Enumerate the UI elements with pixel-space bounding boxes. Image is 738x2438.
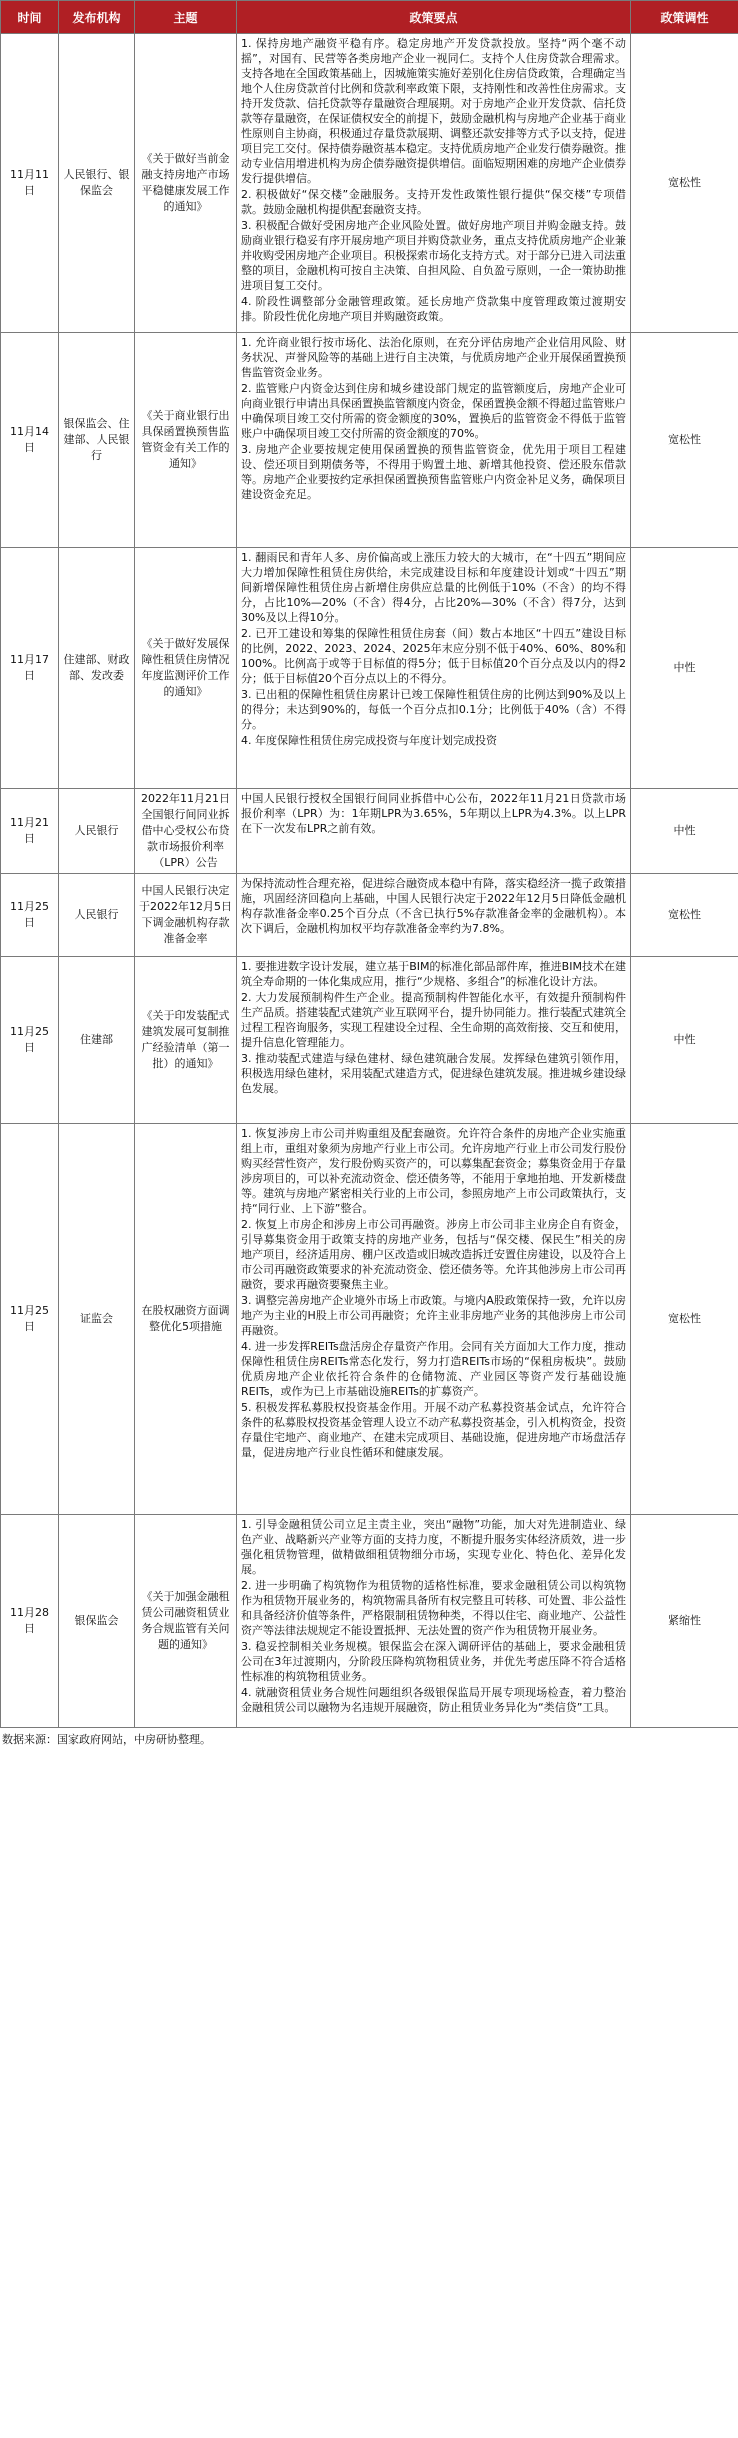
row-policy-points xyxy=(237,333,631,548)
row-org: 银保监会 xyxy=(59,1515,135,1728)
table-row xyxy=(1,789,738,874)
policy-point: 1. 引导金融租赁公司立足主责主业，突出“融物”功能，加大对先进制造业、绿色产业、战略新兴产业等方面的支持力度，不断提升服务实体经济质效，进一步强化租赁物管理，做精做细租赁物细分市场，实现专业化、特色化、差异化发展。 xyxy=(241,1518,626,1576)
table-row xyxy=(1,1124,738,1515)
row-tone: 中性 xyxy=(631,957,738,1124)
row-date: 11月28日 xyxy=(1,1515,59,1728)
row-policy-points xyxy=(237,789,631,874)
table-row xyxy=(1,874,738,957)
table-row xyxy=(1,333,738,548)
row-policy-points xyxy=(237,1124,631,1515)
policy-point: 3. 稳妥控制相关业务规模。银保监会在深入调研评估的基础上，要求金融租赁公司在3年过渡期内，分阶段压降构筑物租赁业务，并优先考虑压降不符合适格性标准的构筑物租赁业务。 xyxy=(241,1640,626,1683)
row-date: 11月25日 xyxy=(1,957,59,1124)
row-tone: 紧缩性 xyxy=(631,1515,738,1728)
row-org: 人民银行 xyxy=(59,874,135,957)
policy-point: 4. 进一步发挥REITs盘活房企存量资产作用。会同有关方面加大工作力度，推动保障性租赁住房REITs常态化发行，努力打造REITs市场的“保租房板块”。鼓励优质房地产企业依托符合条件的仓储物流、产业园区等资产发行基础设施REITs，或作为已上市基础设施REITs的扩募资产。 xyxy=(241,1340,626,1398)
source-note: 数据来源：国家政府网站，中房研协整理。 xyxy=(2,1733,211,1746)
table-body xyxy=(1,34,738,1728)
header-topic: 主题 xyxy=(135,1,237,34)
row-org: 住建部 xyxy=(59,957,135,1124)
header-points: 政策要点 xyxy=(237,1,631,34)
policy-point: 中国人民银行授权全国银行间同业拆借中心公布，2022年11月21日贷款市场报价利率（LPR）为：1年期LPR为3.65%，5年期以上LPR为4.3%。以上LPR在下一次发布LPR之前有效。 xyxy=(241,792,626,835)
policy-point: 为保持流动性合理充裕，促进综合融资成本稳中有降，落实稳经济一揽子政策措施，巩固经济回稳向上基础，中国人民银行决定于2022年12月5日降低金融机构存款准备金率0.25个百分点（不含已执行5%存款准备金率的金融机构）。本次下调后，金融机构加权平均存款准备金率约为7.8%。 xyxy=(241,877,626,935)
row-policy-points xyxy=(237,548,631,789)
policy-point: 1. 要推进数字设计发展，建立基于BIM的标准化部品部件库，推进BIM技术在建筑全寿命期的一体化集成应用，推行“少规格、多组合”的标准化设计方法。 xyxy=(241,960,626,988)
row-org: 住建部、财政部、发改委 xyxy=(59,548,135,789)
policy-point: 2. 恢复上市房企和涉房上市公司再融资。涉房上市公司非主业房企自有资金，引导募集资金用于政策支持的房地产业务，包括与“保交楼、保民生”相关的房地产项目，经济适用房、棚户区改造或旧城改造拆迁安置住房建设，以及符合上市公司再融资政策要求的补充流动资金、偿还债务等。允许其他涉房上市公司再融资，要求再融资要聚焦主业。 xyxy=(241,1218,626,1291)
row-topic: 《关于做好发展保障性租赁住房情况年度监测评价工作的通知》 xyxy=(135,548,237,789)
row-date: 11月14日 xyxy=(1,333,59,548)
table-row xyxy=(1,34,738,333)
policy-point: 2. 已开工建设和筹集的保障性租赁住房套（间）数占本地区“十四五”建设目标的比例，2022、2023、2024、2025年末应分别不低于40%、60%、80%和100%。比例高于或等于目标值的得5分；低于目标值20个百分点及以内的得2分；低于目标值20个百分点以上的不得分。 xyxy=(241,627,626,685)
policy-point: 1. 翻雨民和青年人多、房价偏高或上涨压力较大的大城市，在“十四五”期间应大力增加保障性租赁住房供给，未完成建设目标和年度建设计划或“十四五”期间新增保障性租赁住房占新增住房供应总量的比例低于10%（不含）的均不得分，占比10%—20%（不含）得4分，占比20%—30%（不含）得7分，达到30%及以上得10分。 xyxy=(241,551,626,624)
table-header-row xyxy=(1,1,738,34)
policy-point: 2. 大力发展预制构件生产企业。提高预制构件智能化水平，有效提升预制构件生产品质。搭建装配式建筑产业互联网平台，提升协同能力。推行装配式建筑全过程工程咨询服务，实现工程建设全过程、全生命期的高效衔接、交互和使用，提升信息化管理能力。 xyxy=(241,991,626,1049)
row-policy-points xyxy=(237,957,631,1124)
policy-point: 4. 阶段性调整部分金融管理政策。延长房地产贷款集中度管理政策过渡期安排。阶段性优化房地产项目并购融资政策。 xyxy=(241,295,626,323)
header-date: 时间 xyxy=(1,1,59,34)
policy-point: 3. 调整完善房地产企业境外市场上市政策。与境内A股政策保持一致，允许以房地产为主业的H股上市公司再融资；允许主业非房地产业务的其他涉房上市公司再融资。 xyxy=(241,1294,626,1337)
header-tone: 政策调性 xyxy=(631,1,738,34)
row-date: 11月25日 xyxy=(1,874,59,957)
policy-point: 1. 恢复涉房上市公司并购重组及配套融资。允许符合条件的房地产企业实施重组上市，重组对象须为房地产行业上市公司。允许房地产行业上市公司发行股份购买经营性资产，发行股份购买资产的，可以募集配套资金；募集资金用于存量涉房项目的，可以补充流动资金、偿还债务等，不能用于拿地拍地、开发新楼盘等。建筑与房地产紧密相关行业的上市公司，参照房地产上市公司政策执行，支持“同行业、上下游”整合。 xyxy=(241,1127,626,1215)
policy-point: 3. 已出租的保障性租赁住房累计已竣工保障性租赁住房的比例达到90%及以上的得分；未达到90%的，每低一个百分点扣0.1分；比例低于40%（含）不得分。 xyxy=(241,688,626,731)
row-tone: 中性 xyxy=(631,789,738,874)
table-row xyxy=(1,957,738,1124)
policy-point: 1. 允许商业银行按市场化、法治化原则，在充分评估房地产企业信用风险、财务状况、声誉风险等的基础上进行自主决策，与优质房地产企业开展保函置换预售监管资金业务。 xyxy=(241,336,626,379)
header-org: 发布机构 xyxy=(59,1,135,34)
row-org: 人民银行、银保监会 xyxy=(59,34,135,333)
row-topic: 在股权融资方面调整优化5项措施 xyxy=(135,1124,237,1515)
row-policy-points xyxy=(237,34,631,333)
row-tone: 宽松性 xyxy=(631,874,738,957)
row-topic: 《关于做好当前金融支持房地产市场平稳健康发展工作的通知》 xyxy=(135,34,237,333)
row-tone: 宽松性 xyxy=(631,1124,738,1515)
policy-point: 3. 推动装配式建造与绿色建材、绿色建筑融合发展。发挥绿色建筑引领作用，积极选用绿色建材，采用装配式建造方式，促进绿色建筑发展。推进城乡建设绿色发展。 xyxy=(241,1052,626,1095)
row-org: 银保监会、住建部、人民银行 xyxy=(59,333,135,548)
row-org: 证监会 xyxy=(59,1124,135,1515)
row-date: 11月21日 xyxy=(1,789,59,874)
policy-point: 2. 积极做好“保交楼”金融服务。支持开发性政策性银行提供“保交楼”专项借款。鼓励金融机构提供配套融资支持。 xyxy=(241,188,626,216)
row-policy-points xyxy=(237,874,631,957)
table-row xyxy=(1,548,738,789)
row-topic: 《关于印发装配式建筑发展可复制推广经验清单（第一批）的通知》 xyxy=(135,957,237,1124)
policy-point: 2. 进一步明确了构筑物作为租赁物的适格性标准，要求金融租赁公司以构筑物作为租赁物开展业务的，构筑物需具备所有权完整且可转移、可处置、非公益性和具备经济价值等条件，严格限制租赁物种类，不得以住宅、商业地产、公益性资产等法律法规规定不能设置抵押、无法处置的资产作为租赁物开展业务。 xyxy=(241,1579,626,1637)
policy-point: 2. 监管账户内资金达到住房和城乡建设部门规定的监管额度后，房地产企业可向商业银行申请出具保函置换监管额度内资金，保函置换金额不得超过监管账户中确保项目竣工交付所需的资金额度的30%，置换后的监管资金不得低于监管账户中确保项目竣工交付所需的资金额度的70%。 xyxy=(241,382,626,440)
row-topic: 中国人民银行决定于2022年12月5日下调金融机构存款准备金率 xyxy=(135,874,237,957)
policy-point: 3. 积极配合做好受困房地产企业风险处置。做好房地产项目并购金融支持。鼓励商业银行稳妥有序开展房地产项目并购贷款业务，重点支持优质房地产企业兼并收购受困房地产企业项目。积极探索市场化支持方式。对于部分已进入司法重整的项目，金融机构可按自主决策、自担风险、自负盈亏原则，一企一策协助推进项目复工交付。 xyxy=(241,219,626,292)
policy-point: 3. 房地产企业要按规定使用保函置换的预售监管资金，优先用于项目工程建设、偿还项目到期债务等，不得用于购置土地、新增其他投资、偿还股东借款等。房地产企业要按约定承担保函置换预售监管账户内资金补足义务，确保项目建设资金充足。 xyxy=(241,443,626,501)
row-tone: 宽松性 xyxy=(631,34,738,333)
row-topic: 2022年11月21日全国银行间同业拆借中心受权公布贷款市场报价利率（LPR）公告 xyxy=(135,789,237,874)
row-org: 人民银行 xyxy=(59,789,135,874)
row-policy-points xyxy=(237,1515,631,1728)
policy-point: 4. 就融资租赁业务合规性问题组织各级银保监局开展专项现场检查，着力整治金融租赁公司以融物为名违规开展融资，防止租赁业务异化为“类信贷”工具。 xyxy=(241,1686,626,1714)
policy-point: 5. 积极发挥私募股权投资基金作用。开展不动产私募投资基金试点，允许符合条件的私募股权投资基金管理人设立不动产私募投资基金，引入机构资金，投资存量住宅地产、商业地产、在建未完成项目、基础设施，促进房地产市场盘活存量，促进房地产行业良性循环和健康发展。 xyxy=(241,1401,626,1459)
row-date: 11月17日 xyxy=(1,548,59,789)
policy-point: 1. 保持房地产融资平稳有序。稳定房地产开发贷款投放。坚持“两个毫不动摇”，对国有、民营等各类房地产企业一视同仁。支持个人住房贷款合理需求。支持各地在全国政策基础上，因城施策实施好差别化住房信贷政策，合理确定当地个人住房贷款首付比例和贷款利率政策下限，支持刚性和改善性住房需求。支持开发贷款、信托贷款等存量融资合理展期。对于房地产企业开发贷款、信托贷款等存量融资，在保证债权安全的前提下，鼓励金融机构与房地产企业基于商业性原则自主协商，积极通过存量贷款展期、调整还款安排等方式予以支持，促进项目完工交付。保持债券融资基本稳定。支持优质房地产企业发行债券融资。推动专业信用增进机构为房企债券融资提供增信。面临短期困难的房地产企业债券发行提供增信。 xyxy=(241,37,626,185)
row-date: 11月25日 xyxy=(1,1124,59,1515)
row-tone: 中性 xyxy=(631,548,738,789)
row-date: 11月11日 xyxy=(1,34,59,333)
policy-point: 4. 年度保障性租赁住房完成投资与年度计划完成投资 xyxy=(241,734,497,747)
row-tone: 宽松性 xyxy=(631,333,738,548)
row-topic: 《关于商业银行出具保函置换预售监管资金有关工作的通知》 xyxy=(135,333,237,548)
table-row xyxy=(1,1515,738,1728)
row-topic: 《关于加强金融租赁公司融资租赁业务合规监管有关问题的通知》 xyxy=(135,1515,237,1728)
